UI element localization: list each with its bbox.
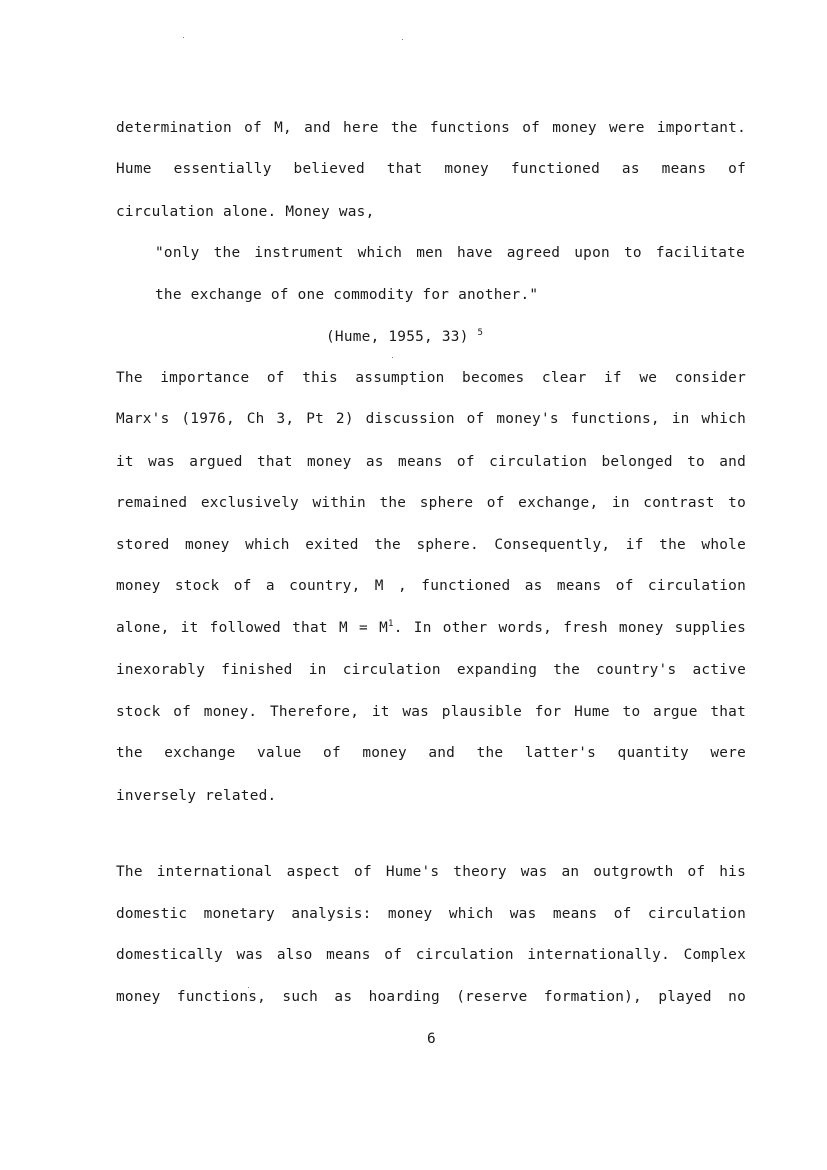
paragraph-2-line-1: The importance of this assumption becomes clear if we consider [116, 370, 746, 386]
paragraph-3-line-4: money functions, such as hoarding (reserve formation), played no [116, 989, 746, 1005]
paragraph-2-line-6: money stock of a country, M , functioned as means of circulation [116, 578, 746, 594]
paragraph-2-line-4: remained exclusively within the sphere of exchange, in contrast to [116, 495, 746, 511]
paragraph-2-line-5: stored money which exited the sphere. Consequently, if the whole [116, 537, 746, 553]
paragraph-3-line-3: domestically was also means of circulation internationally. Complex [116, 947, 746, 963]
paragraph-1-line-1: determination of M, and here the functions of money were important. [116, 120, 746, 136]
quote-line-2: the exchange of one commodity for another." [155, 287, 539, 303]
paragraph-3-line-2: domestic monetary analysis: money which was means of circulation [116, 906, 746, 922]
quote-line-1: "only the instrument which men have agreed upon to facilitate [155, 245, 745, 261]
quote-citation [326, 328, 483, 346]
scan-speck [392, 357, 393, 358]
paragraph-2-line-11: inversely related. [116, 788, 277, 804]
paragraph-1-line-3: circulation alone. Money was, [116, 204, 375, 220]
scan-speck [402, 39, 403, 40]
line-7-end: . In other words, fresh money supplies [393, 620, 746, 636]
paragraph-2-line-8: inexorably finished in circulation expanding the country's active [116, 662, 746, 678]
footnote-mark: 5 [477, 328, 484, 338]
line-7-start: alone, it followed that M = M [116, 620, 389, 636]
paragraph-2-line-7 [116, 619, 746, 637]
paragraph-2-line-2: Marx's (1976, Ch 3, Pt 2) discussion of money's functions, in which [116, 411, 746, 427]
page-number: 6 [427, 1031, 436, 1047]
superscript-one: 1 [388, 619, 394, 629]
citation-text: (Hume, 1955, 33) [326, 329, 469, 345]
paragraph-3-line-1: The international aspect of Hume's theory was an outgrowth of his [116, 864, 746, 880]
paragraph-2-line-9: stock of money. Therefore, it was plausible for Hume to argue that [116, 704, 746, 720]
paragraph-2-line-3: it was argued that money as means of circulation belonged to and [116, 454, 746, 470]
paragraph-2-line-10: the exchange value of money and the latter's quantity were [116, 745, 746, 761]
paragraph-1-line-2: Hume essentially believed that money functioned as means of [116, 161, 746, 177]
scan-speck [183, 37, 184, 38]
